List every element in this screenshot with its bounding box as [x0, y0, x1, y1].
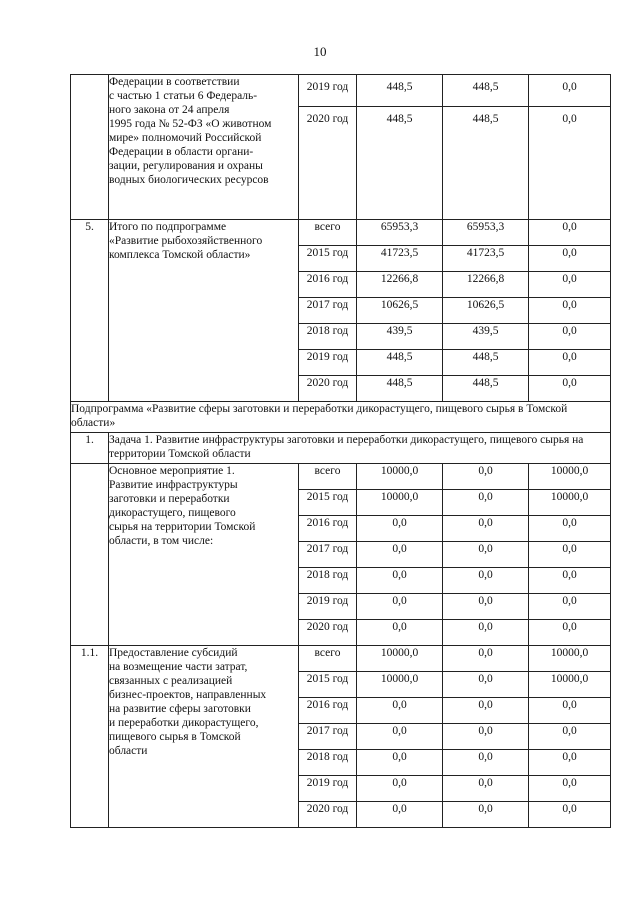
regional-budget-cell: 0,0 — [443, 464, 529, 490]
regional-budget-cell: 0,0 — [443, 516, 529, 542]
other-source-cell: 0,0 — [529, 620, 611, 646]
regional-budget-cell: 10626,5 — [443, 298, 529, 324]
row-description — [109, 75, 299, 220]
row-number — [71, 75, 109, 220]
other-source-cell: 0,0 — [529, 272, 611, 298]
year-cell: 2020 год — [299, 376, 357, 402]
other-source-cell: 0,0 — [529, 724, 611, 750]
total-cell: 0,0 — [357, 568, 443, 594]
year-cell: 2017 год — [299, 542, 357, 568]
table-row — [71, 75, 611, 107]
regional-budget-cell: 0,0 — [443, 698, 529, 724]
year-cell: 2016 год — [299, 516, 357, 542]
total-cell: 10626,5 — [357, 298, 443, 324]
row-description-text: Итого по подпрограмме «Развитие рыбохозяйственного комплекса Томской области» — [109, 221, 263, 261]
year-cell: 2020 год — [299, 107, 357, 220]
total-cell: 10000,0 — [357, 672, 443, 698]
regional-budget-cell: 0,0 — [443, 672, 529, 698]
row-description — [109, 464, 299, 646]
table-row — [71, 646, 611, 672]
total-cell: 10000,0 — [357, 464, 443, 490]
regional-budget-cell: 12266,8 — [443, 272, 529, 298]
year-cell: 2016 год — [299, 272, 357, 298]
total-cell: 0,0 — [357, 776, 443, 802]
other-source-cell: 0,0 — [529, 594, 611, 620]
other-source-cell: 0,0 — [529, 776, 611, 802]
row-description-text: Основное мероприятие 1. Развитие инфраструктуры заготовки и переработки дикорастущего, пищевого сырья на территории Томской области, в том числе: — [109, 465, 256, 547]
regional-budget-cell: 0,0 — [443, 750, 529, 776]
year-cell: 2016 год — [299, 698, 357, 724]
total-cell: 12266,8 — [357, 272, 443, 298]
table-row — [71, 464, 611, 490]
budget-table — [70, 74, 611, 828]
regional-budget-cell: 41723,5 — [443, 246, 529, 272]
total-cell: 448,5 — [357, 107, 443, 220]
total-cell: 0,0 — [357, 724, 443, 750]
row-description — [109, 646, 299, 828]
page-number: 10 — [313, 44, 327, 59]
other-source-cell: 0,0 — [529, 107, 611, 220]
task-row — [71, 433, 611, 464]
total-cell: 0,0 — [357, 698, 443, 724]
table-row — [71, 220, 611, 246]
year-cell: 2018 год — [299, 568, 357, 594]
total-cell: 0,0 — [357, 802, 443, 828]
total-cell: 0,0 — [357, 750, 443, 776]
subprogram-heading: Подпрограмма «Развитие сферы заготовки и переработки дикорастущего, пищевого сырья в Томской области» — [71, 402, 611, 433]
other-source-cell: 0,0 — [529, 350, 611, 376]
other-source-cell: 10000,0 — [529, 464, 611, 490]
year-cell: 2015 год — [299, 672, 357, 698]
other-source-cell: 0,0 — [529, 376, 611, 402]
row-description — [109, 220, 299, 402]
total-cell: 0,0 — [357, 516, 443, 542]
row-number: 5. — [71, 220, 109, 402]
regional-budget-cell: 65953,3 — [443, 220, 529, 246]
subprogram-row — [71, 402, 611, 433]
total-cell: 41723,5 — [357, 246, 443, 272]
regional-budget-cell: 448,5 — [443, 376, 529, 402]
other-source-cell: 10000,0 — [529, 672, 611, 698]
year-cell: всего — [299, 646, 357, 672]
total-cell: 448,5 — [357, 75, 443, 107]
regional-budget-cell: 0,0 — [443, 724, 529, 750]
year-cell: 2019 год — [299, 350, 357, 376]
year-cell: 2019 год — [299, 75, 357, 107]
regional-budget-cell: 0,0 — [443, 620, 529, 646]
budget-table-body — [71, 75, 611, 828]
regional-budget-cell: 439,5 — [443, 324, 529, 350]
row-description-text: Предоставление субсидий на возмещение части затрат, связанных с реализацией бизнес-проектов, направленных на развитие сферы заготовки и переработки дикорастущего, пищевого сырья в Томской области — [109, 647, 267, 757]
year-cell: 2018 год — [299, 750, 357, 776]
regional-budget-cell: 0,0 — [443, 568, 529, 594]
regional-budget-cell: 0,0 — [443, 802, 529, 828]
year-cell: 2015 год — [299, 246, 357, 272]
year-cell: 2018 год — [299, 324, 357, 350]
other-source-cell: 0,0 — [529, 542, 611, 568]
other-source-cell: 0,0 — [529, 298, 611, 324]
total-cell: 0,0 — [357, 620, 443, 646]
row-number: 1.1. — [71, 646, 109, 828]
other-source-cell: 0,0 — [529, 516, 611, 542]
row-description-text: Федерации в соответствии с частью 1 статьи 6 Федераль- ного закона от 24 апреля 1995 года № 52-ФЗ «О животном мире» полномочий Российской Федерации в области органи- зации, регулирования и охраны водных биологических ресурсов — [109, 76, 272, 186]
year-cell: 2020 год — [299, 802, 357, 828]
year-cell: 2015 год — [299, 490, 357, 516]
other-source-cell: 0,0 — [529, 324, 611, 350]
total-cell: 448,5 — [357, 350, 443, 376]
total-cell: 448,5 — [357, 376, 443, 402]
year-cell: 2017 год — [299, 724, 357, 750]
regional-budget-cell: 0,0 — [443, 542, 529, 568]
year-cell: 2019 год — [299, 594, 357, 620]
task-number: 1. — [71, 433, 109, 464]
total-cell: 439,5 — [357, 324, 443, 350]
year-cell: всего — [299, 464, 357, 490]
year-cell: 2019 год — [299, 776, 357, 802]
other-source-cell: 0,0 — [529, 750, 611, 776]
total-cell: 10000,0 — [357, 490, 443, 516]
total-cell: 10000,0 — [357, 646, 443, 672]
other-source-cell: 0,0 — [529, 698, 611, 724]
year-cell: 2020 год — [299, 620, 357, 646]
row-number — [71, 464, 109, 646]
task-text: Задача 1. Развитие инфраструктуры заготовки и переработки дикорастущего, пищевого сырья на территории Томской области — [109, 433, 611, 464]
other-source-cell: 10000,0 — [529, 490, 611, 516]
year-cell: всего — [299, 220, 357, 246]
year-cell: 2017 год — [299, 298, 357, 324]
other-source-cell: 0,0 — [529, 246, 611, 272]
total-cell: 0,0 — [357, 594, 443, 620]
other-source-cell: 0,0 — [529, 568, 611, 594]
other-source-cell: 0,0 — [529, 75, 611, 107]
regional-budget-cell: 0,0 — [443, 646, 529, 672]
regional-budget-cell: 0,0 — [443, 490, 529, 516]
total-cell: 0,0 — [357, 542, 443, 568]
regional-budget-cell: 448,5 — [443, 75, 529, 107]
regional-budget-cell: 448,5 — [443, 107, 529, 220]
other-source-cell: 0,0 — [529, 220, 611, 246]
regional-budget-cell: 0,0 — [443, 776, 529, 802]
other-source-cell: 0,0 — [529, 802, 611, 828]
total-cell: 65953,3 — [357, 220, 443, 246]
regional-budget-cell: 0,0 — [443, 594, 529, 620]
other-source-cell: 10000,0 — [529, 646, 611, 672]
regional-budget-cell: 448,5 — [443, 350, 529, 376]
